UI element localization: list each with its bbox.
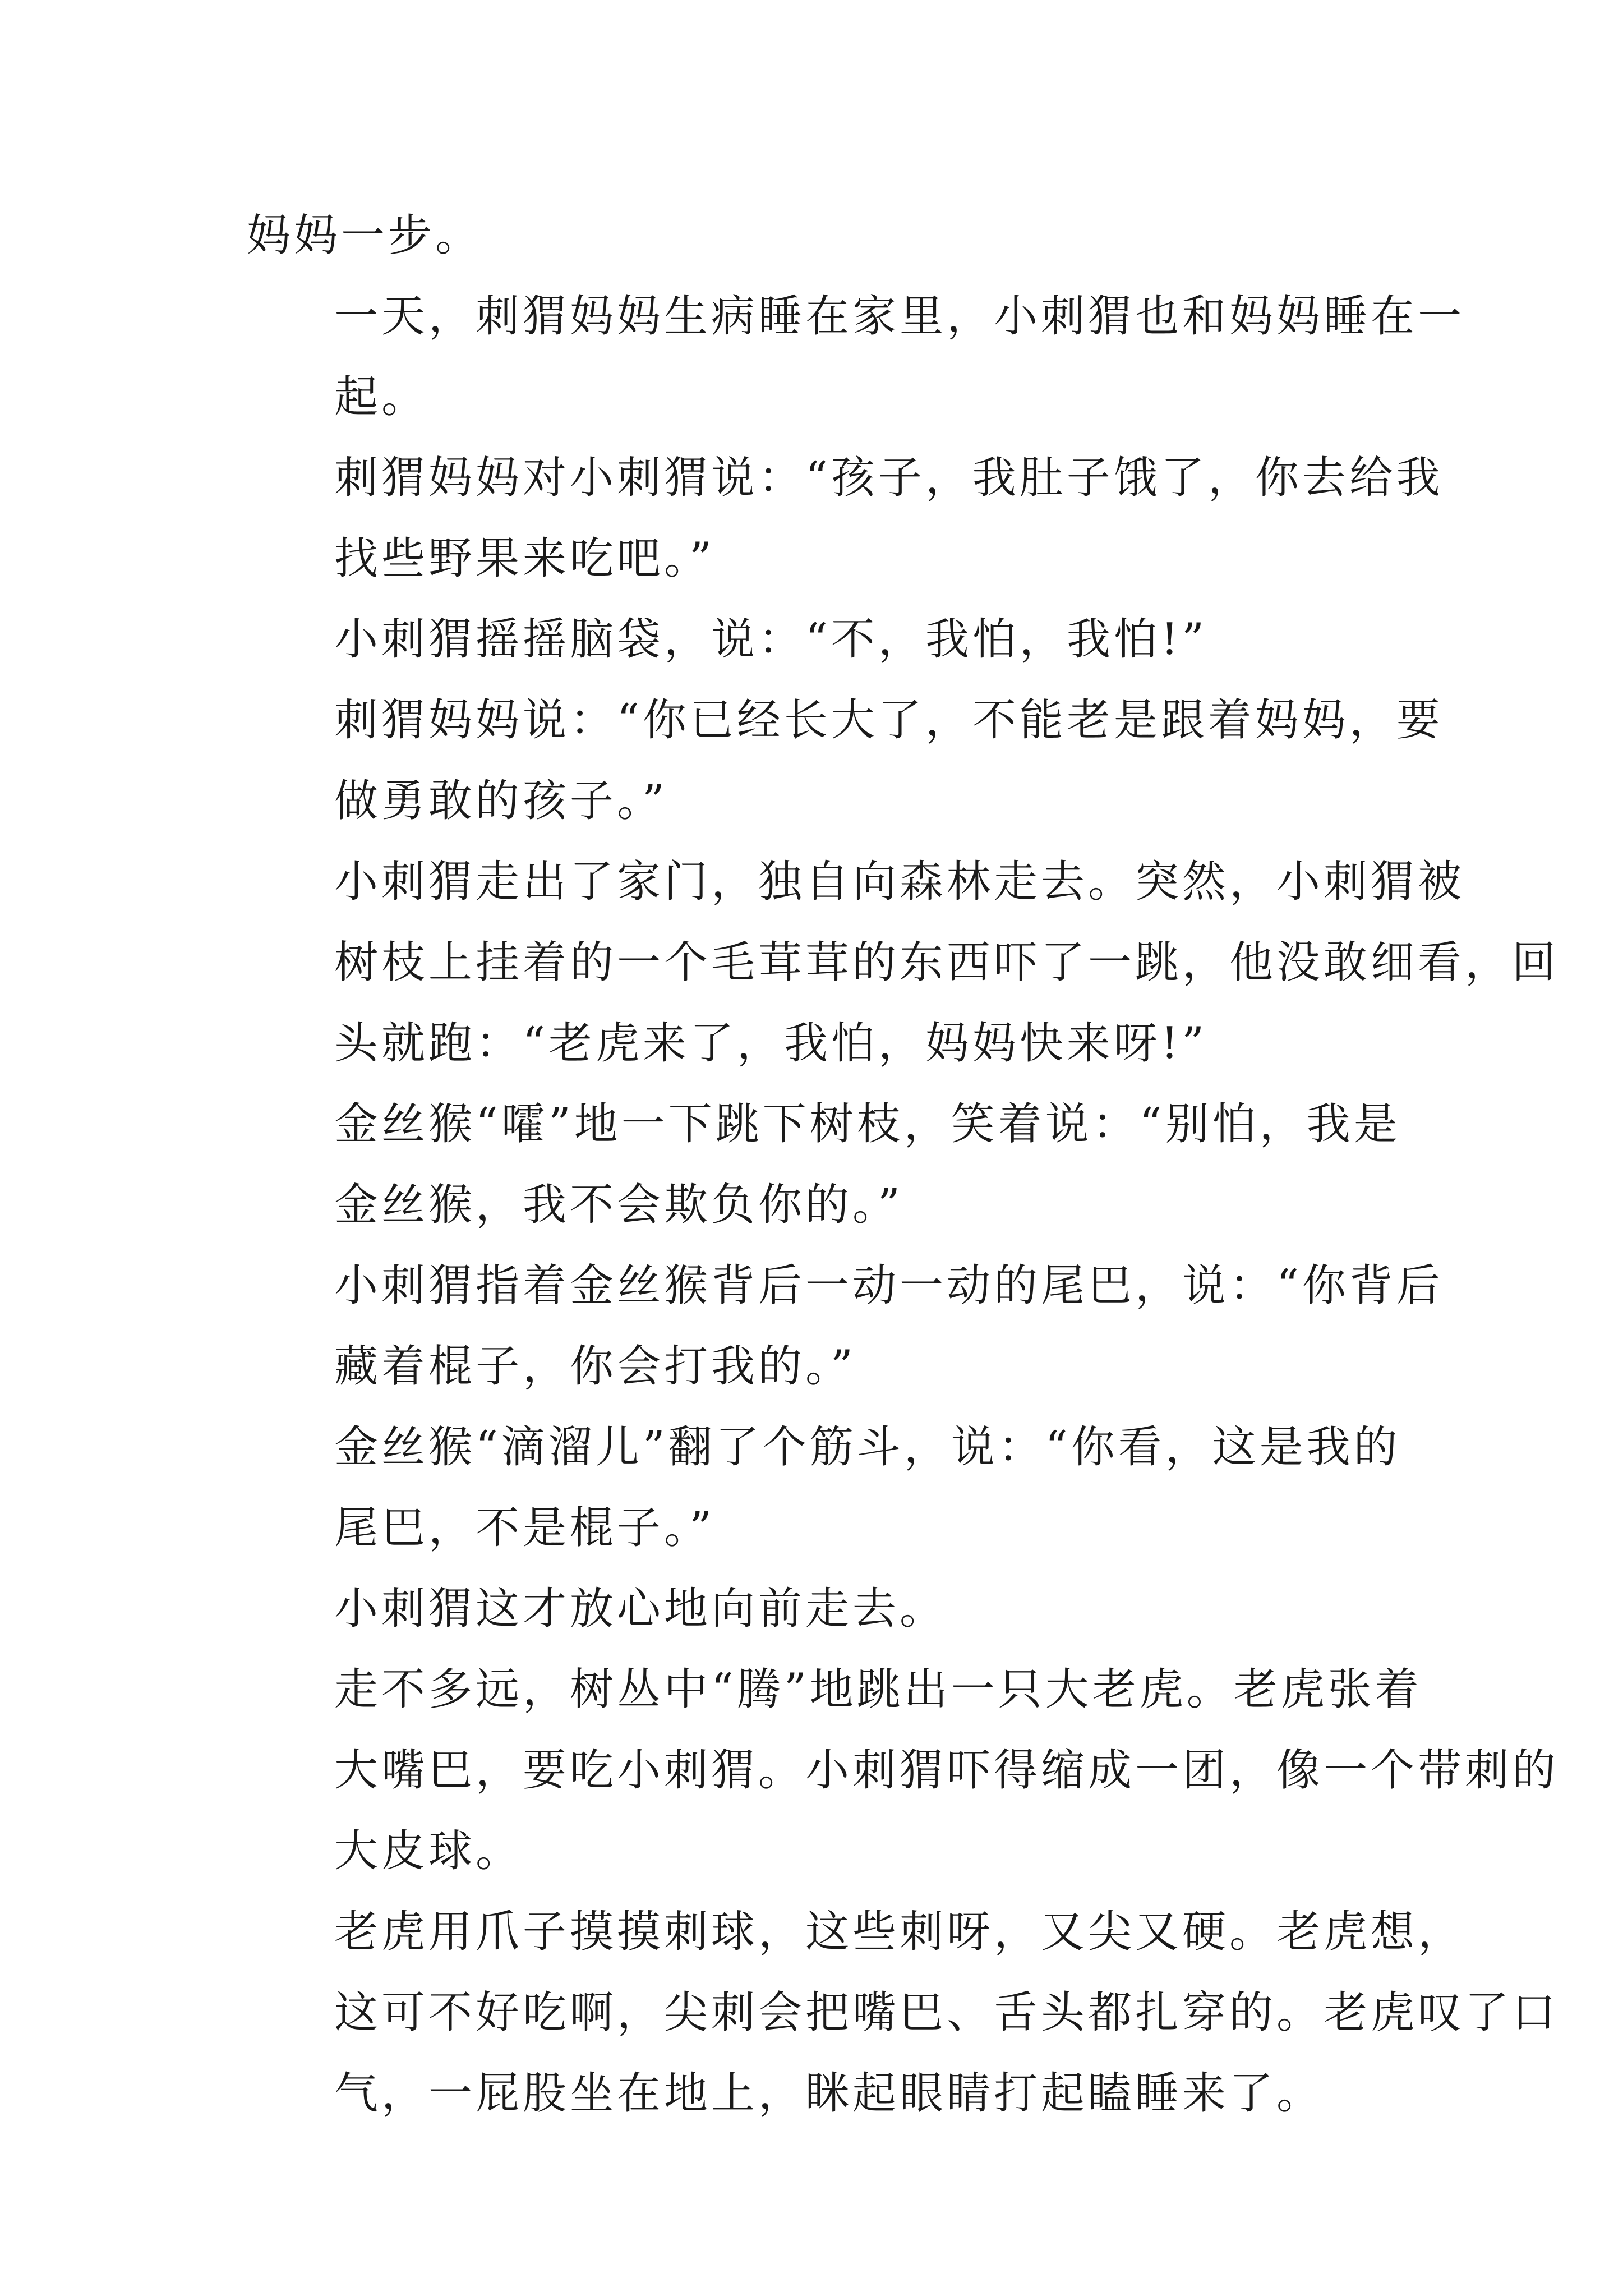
text-line: 头就跑：“老虎来了，我怕，妈妈快来呀!” <box>334 1018 1208 1069</box>
paragraph <box>247 599 1385 680</box>
text-line: 小刺猬摇摇脑袋，说：“不，我怕，我怕!” <box>334 614 1208 665</box>
story-text <box>247 195 1560 2134</box>
paragraph <box>247 1245 1444 1407</box>
paragraph <box>247 1568 1385 1649</box>
text-line: 做勇敢的孩子。” <box>334 776 668 826</box>
text-line: 小刺猬走出了家门，独自向森林走去。突然，小刺猬被 <box>334 857 1465 907</box>
text-line: 小刺猬指着金丝猴背后一动一动的尾巴，说：“你背后 <box>334 1260 1444 1311</box>
text-line: 刺猬妈妈对小刺猬说：“孩子，我肚子饿了，你去给我 <box>334 453 1444 503</box>
text-line: 小刺猬这才放心地向前走去。 <box>334 1584 947 1634</box>
text-line: 走不多远，树丛中“腾”地跳出一只大老虎。老虎张着 <box>334 1664 1422 1715</box>
text-line: 藏着棍子，你会打我的。” <box>334 1341 856 1392</box>
text-line: 一天，刺猬妈妈生病睡在家里，小刺猬也和妈妈睡在一 <box>334 291 1465 342</box>
text-line: 刺猬妈妈说：“你已经长大了，不能老是跟着妈妈，要 <box>334 695 1444 746</box>
text-line: 树枝上挂着的一个毛茸茸的东西吓了一跳，他没敢细看，回 <box>334 937 1560 988</box>
text-line: 金丝猴，我不会欺负你的。” <box>334 1180 903 1230</box>
paragraph <box>247 1084 1401 1245</box>
text-line: 妈妈一步。 <box>247 210 483 261</box>
paragraph <box>247 680 1444 841</box>
text-line: 尾巴，不是棍子。” <box>334 1503 715 1553</box>
text-line: 这可不好吃啊，尖刺会把嘴巴、舌头都扎穿的。老虎叹了口 <box>334 1987 1560 2038</box>
paragraph <box>247 1407 1401 1568</box>
paragraph <box>247 276 1465 438</box>
text-line: 大嘴巴，要吃小刺猬。小刺猬吓得缩成一团，像一个带刺的 <box>334 1745 1560 1796</box>
text-line: 找些野果来吃吧。” <box>334 533 715 584</box>
text-line: 气，一屁股坐在地上，眯起眼睛打起瞌睡来了。 <box>334 2068 1324 2119</box>
text-line: 金丝猴“嚯”地一下跳下树枝，笑着说：“别怕，我是 <box>334 1099 1401 1149</box>
paragraph <box>247 438 1444 599</box>
paragraph <box>247 1649 1560 1892</box>
text-line: 大皮球。 <box>334 1826 523 1876</box>
text-line: 老虎用爪子摸摸刺球，这些刺呀，又尖又硬。老虎想， <box>334 1907 1465 1957</box>
text-line: 起。 <box>334 372 429 422</box>
paragraph <box>247 1892 1560 2134</box>
paragraph <box>247 195 1385 276</box>
text-line: 金丝猴“滴溜儿”翻了个筋斗，说：“你看，这是我的 <box>334 1422 1401 1473</box>
paragraph <box>247 841 1560 1084</box>
